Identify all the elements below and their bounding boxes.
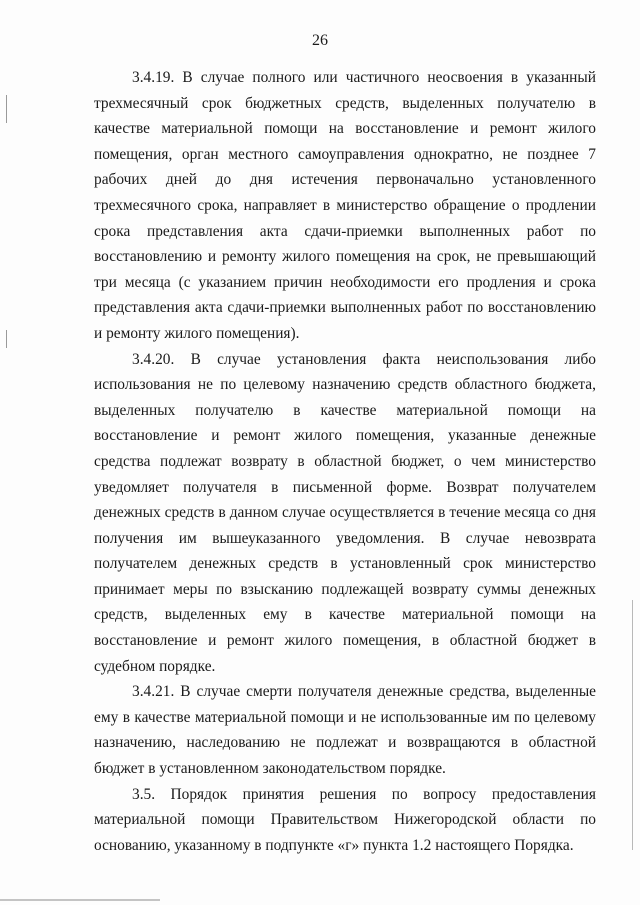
paragraph-3-4-20: 3.4.20. В случае установления факта неиспользования либо использования не по целевому назначению средств областного бюджета, выделенных получателю в качестве материальной помощи на восстановление и ремонт жилого помещения, указанные денежные средства подлежат возврату в областной бюджет, о чем министерство уведомляет получателя в письменной форме. Возврат получателем денежных средств в данном случае осуществляется в течение месяца со дня получения им вышеуказанного уведомления. В случае невозврата получателем денежных средств в установленный срок министерство принимает меры по взысканию подлежащей возврату суммы денежных средств, выделенных ему в качестве материальной помощи на восстановление и ремонт жилого помещения, в областной бюджет в судебном порядке.	[94, 350, 596, 675]
scan-artifact-right-edge	[632, 600, 633, 850]
page-number: 26	[312, 32, 328, 49]
scan-artifact-bottom-edge	[0, 899, 160, 901]
paragraph-3-4-21: 3.4.21. В случае смерти получателя денежные средства, выделенные ему в качестве материальной помощи и не использованные им по целевому назначению, наследованию не подлежат и возвращаются в областной бюджет в установленном законодательством порядке.	[94, 683, 596, 778]
paragraph-3-4-19: 3.4.19. В случае полного или частичного неосвоения в указанный трехмесячный срок бюджетных средств, выделенных получателю в качестве материальной помощи на восстановление и ремонт жилого помещения, орган местного самоуправления однократно, не позднее 7 рабочих дней до дня истечения первоначально установленного трехмесячного срока, направляет в министерство обращение о продлении срока представления акта сдачи-приемки выполненных работ по восстановлению и ремонту жилого помещения на срок, не превышающий три месяца (с указанием причин необходимости его продления и срока представления акта сдачи-приемки выполненных работ по восстановлению и ремонту жилого помещения).	[94, 69, 596, 342]
scan-artifact-left-middle	[6, 330, 7, 348]
scan-artifact-left-top	[6, 95, 7, 123]
document-body	[94, 65, 596, 858]
paragraph-3-5: 3.5. Порядок принятия решения по вопросу предоставления материальной помощи Правительством Нижегородской области по основанию, указанному в подпункте «г» пункта 1.2 настоящего Порядка.	[94, 785, 596, 854]
